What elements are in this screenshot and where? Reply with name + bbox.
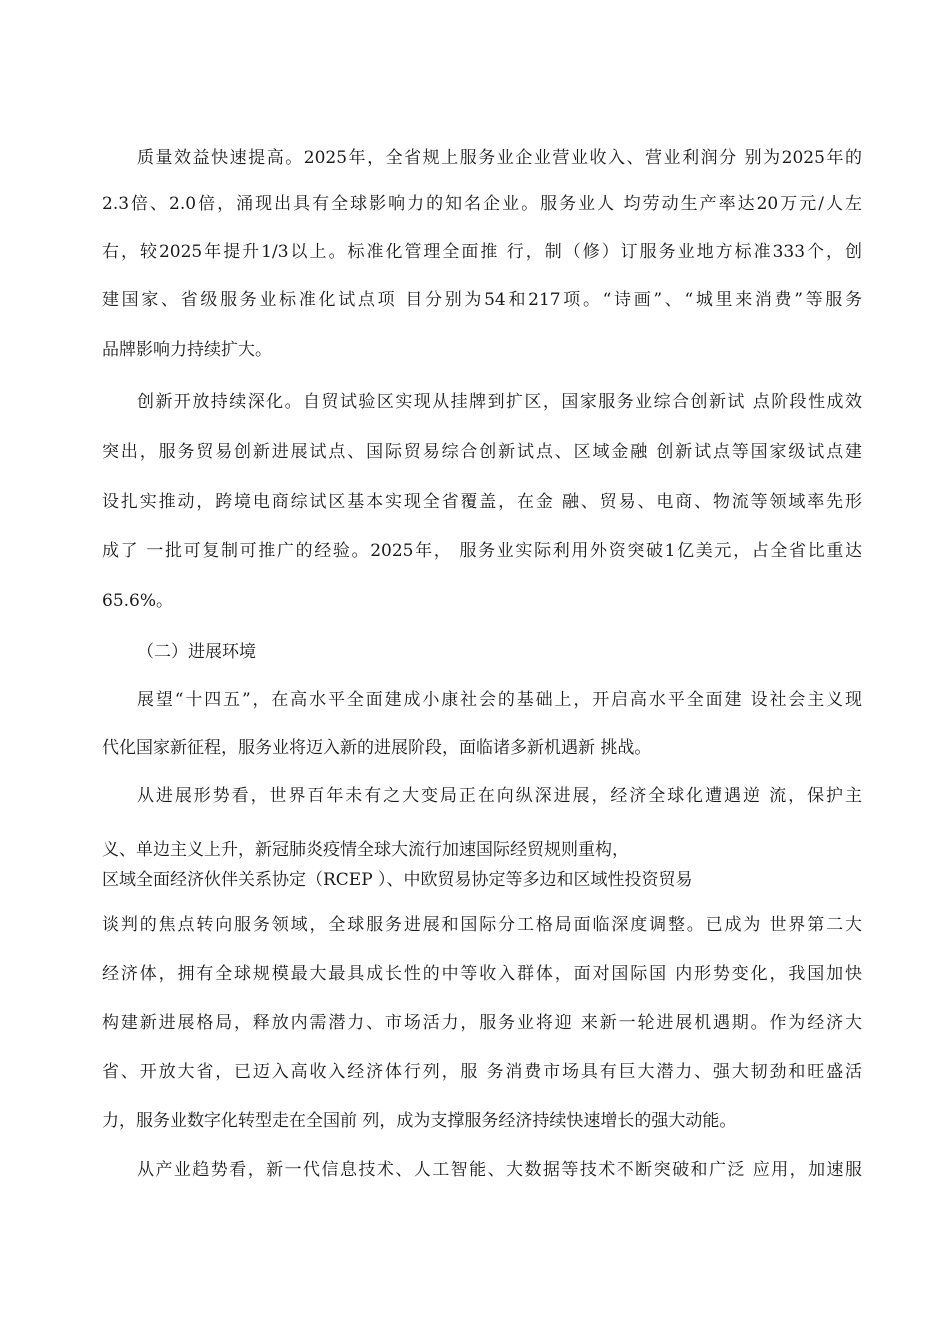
paragraph-4-line-3: 区域全面经济伙伴关系协定（RCEP ）、中欧贸易协定等多边和区域性投资贸易 [102, 870, 693, 890]
paragraph-4-line-4: 谈判的焦点转向服务领域，全球服务进展和国际分工格局面临深度调整。已成为 世界第二大 [102, 915, 862, 935]
paragraph-3-line-1: 展望“十四五”，在高水平全面建成小康社会的基础上，开启高水平全面建 设社会主义现 [137, 690, 862, 710]
paragraph-2-line-4: 成了 一批可复制可推广的经验。2025年， 服务业实际利用外资突破1亿美元，占全省比重达 [102, 541, 862, 561]
paragraph-1-line-5: 品牌影响力持续扩大。 [102, 340, 272, 360]
paragraph-2-line-3: 设扎实推动，跨境电商综试区基本实现全省覆盖，在金 融、贸易、电商、物流等领域率先形 [102, 492, 862, 512]
paragraph-1-line-1: 质量效益快速提高。2025年，全省规上服务业企业营业收入、营业利润分 别为2025年的 [137, 148, 862, 168]
paragraph-4-line-6: 构建新进展格局，释放内需潜力、市场活力，服务业将迎 来新一轮进展机遇期。作为经济大 [102, 1013, 862, 1033]
paragraph-2-line-2: 突出，服务贸易创新进展试点、国际贸易综合创新试点、区域金融 创新试点等国家级试点建 [102, 442, 862, 462]
paragraph-1-line-2: 2.3倍、2.0倍，涌现出具有全球影响力的知名企业。服务业人 均劳动生产率达20万元/人左 [102, 194, 862, 214]
paragraph-2-line-5: 65.6%。 [102, 591, 174, 611]
paragraph-1-line-4: 建国家、省级服务业标准化试点项 目分别为54和217项。“诗画”、“城里来消费”等服务 [102, 290, 862, 310]
paragraph-4-line-7: 省、开放大省，已迈入高收入经济体行列，服 务消费市场具有巨大潜力、强大韧劲和旺盛活 [102, 1062, 862, 1082]
paragraph-4-line-8: 力，服务业数字化转型走在全国前 列，成为支撑服务经济持续快速增长的强大动能。 [102, 1111, 737, 1131]
paragraph-4-line-5: 经济体，拥有全球规模最大最具成长性的中等收入群体，面对国际国 内形势变化，我国加快 [102, 964, 862, 984]
paragraph-2-line-1: 创新开放持续深化。自贸试验区实现从挂牌到扩区，国家服务业综合创新试 点阶段性成效 [137, 392, 862, 412]
section-heading: （二）进展环境 [137, 642, 256, 662]
paragraph-1-line-3: 右，较2025年提升1/3以上。标准化管理全面推 行，制（修）订服务业地方标准333个，创 [102, 242, 862, 262]
paragraph-4-line-2: 义、单边主义上升，新冠肺炎疫情全球大流行加速国际经贸规则重构， [102, 840, 629, 860]
paragraph-4-line-1: 从进展形势看，世界百年未有之大变局正在向纵深进展，经济全球化遭遇逆 流，保护主 [137, 786, 862, 806]
paragraph-3-line-2: 代化国家新征程，服务业将迈入新的进展阶段，面临诸多新机遇新 挑战。 [102, 738, 652, 758]
paragraph-5-line-1: 从产业趋势看，新一代信息技术、人工智能、大数据等技术不断突破和广泛 应用，加速服 [137, 1160, 862, 1180]
